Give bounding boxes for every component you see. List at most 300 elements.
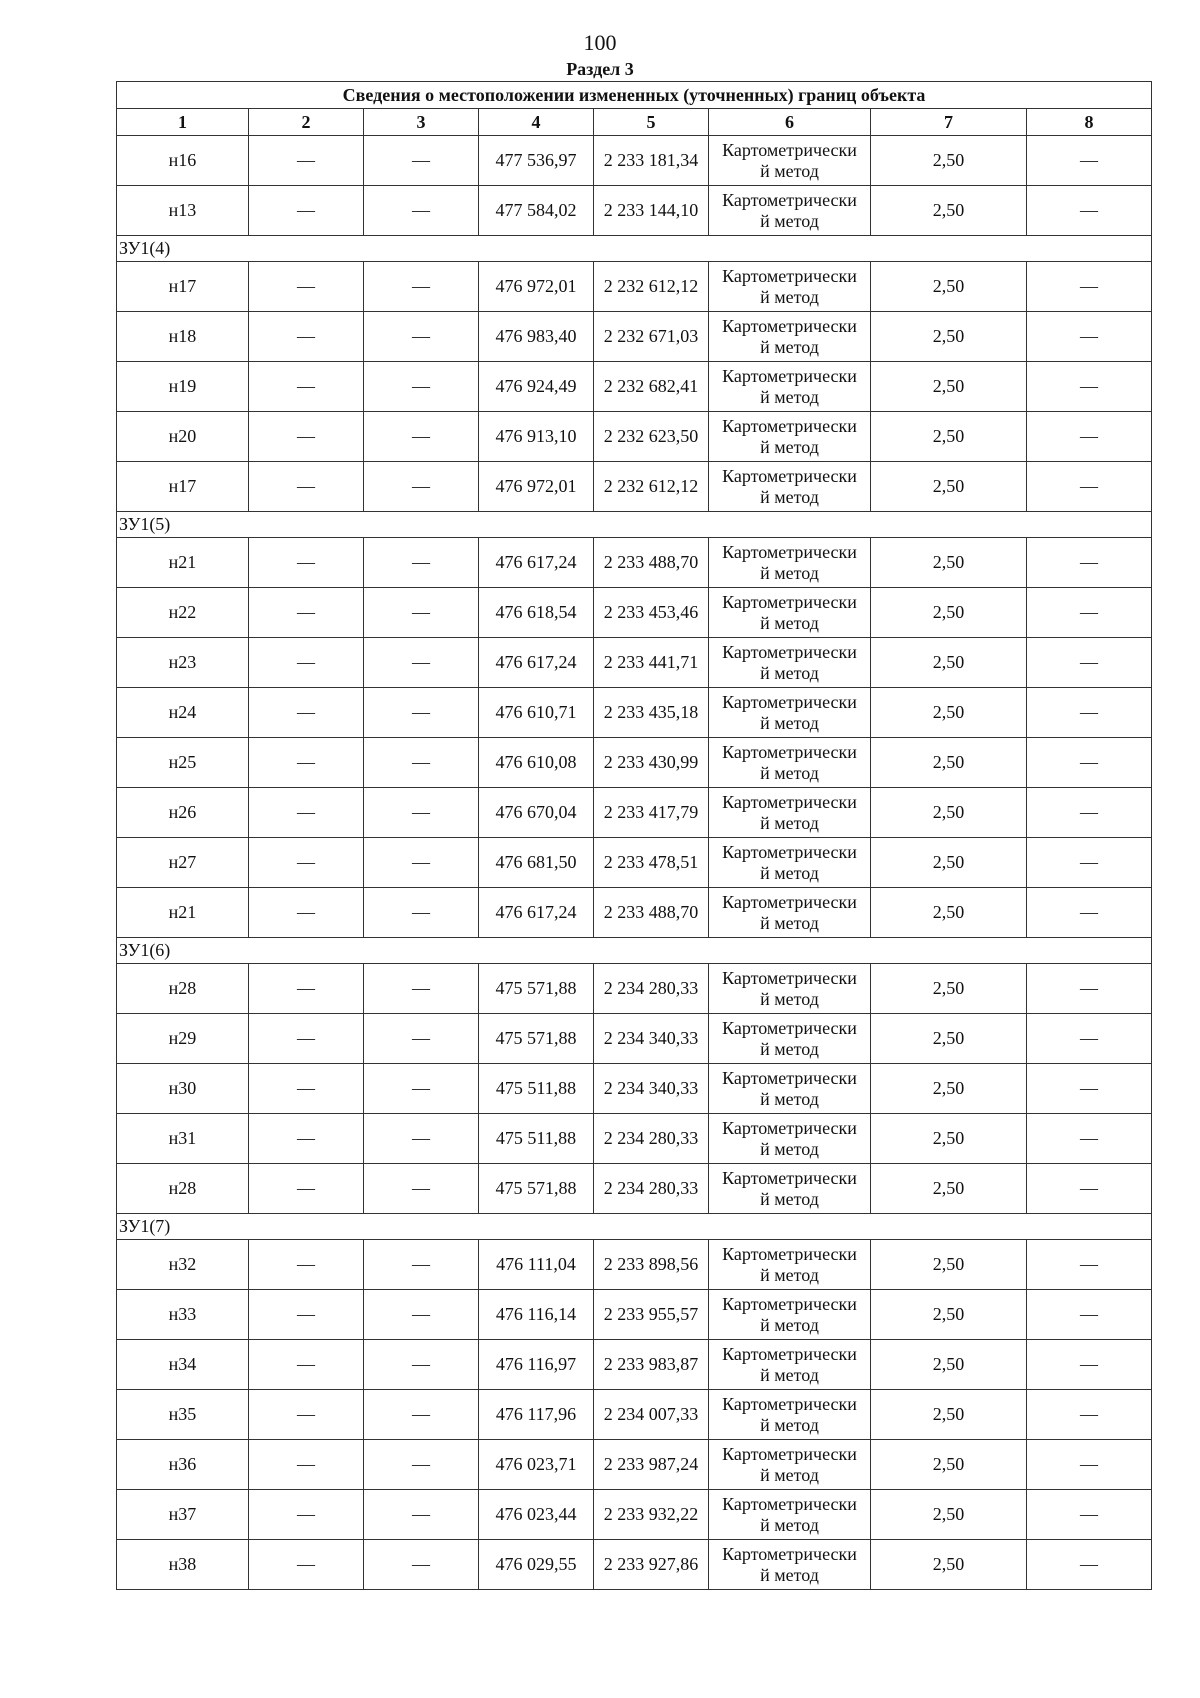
cell-col3: — — [364, 1014, 479, 1064]
cell-col3: — — [364, 838, 479, 888]
method-text: й метод — [760, 286, 819, 307]
method-text: й метод — [760, 160, 819, 181]
table-row — [117, 964, 1152, 1014]
point-label: н30 — [117, 1064, 249, 1114]
coord-y: 2 233 983,87 — [594, 1340, 709, 1390]
accuracy-value: 2,50 — [871, 1390, 1027, 1440]
cell-col8: — — [1027, 1440, 1152, 1490]
coord-y: 2 234 280,33 — [594, 1114, 709, 1164]
coord-y: 2 233 435,18 — [594, 688, 709, 738]
cell-col2: — — [249, 136, 364, 186]
point-label: н26 — [117, 788, 249, 838]
cell-col2: — — [249, 1390, 364, 1440]
table-row — [117, 1114, 1152, 1164]
method-cell — [709, 1064, 871, 1114]
method-text: Картометрически — [722, 841, 857, 862]
accuracy-value: 2,50 — [871, 888, 1027, 938]
cell-col8: — — [1027, 588, 1152, 638]
accuracy-value: 2,50 — [871, 186, 1027, 236]
method-text: Картометрически — [722, 541, 857, 562]
group-row — [117, 236, 1152, 262]
group-label: ЗУ1(5) — [117, 512, 1152, 538]
point-label: н38 — [117, 1540, 249, 1590]
accuracy-value: 2,50 — [871, 638, 1027, 688]
cell-col3: — — [364, 1540, 479, 1590]
method-cell — [709, 186, 871, 236]
accuracy-value: 2,50 — [871, 1114, 1027, 1164]
method-cell — [709, 1390, 871, 1440]
method-cell — [709, 738, 871, 788]
point-label: н21 — [117, 888, 249, 938]
method-text: Картометрически — [722, 365, 857, 386]
coord-x: 476 023,71 — [479, 1440, 594, 1490]
method-cell — [709, 538, 871, 588]
cell-col8: — — [1027, 1064, 1152, 1114]
accuracy-value: 2,50 — [871, 788, 1027, 838]
method-cell — [709, 1114, 871, 1164]
accuracy-value: 2,50 — [871, 262, 1027, 312]
cell-col3: — — [364, 588, 479, 638]
table-row — [117, 688, 1152, 738]
method-cell — [709, 412, 871, 462]
cell-col2: — — [249, 1014, 364, 1064]
method-text: й метод — [760, 1414, 819, 1435]
point-label: н36 — [117, 1440, 249, 1490]
cell-col8: — — [1027, 1164, 1152, 1214]
cell-col2: — — [249, 638, 364, 688]
coord-y: 2 233 932,22 — [594, 1490, 709, 1540]
method-cell — [709, 588, 871, 638]
column-number: 8 — [1027, 109, 1152, 136]
method-cell — [709, 1490, 871, 1540]
accuracy-value: 2,50 — [871, 1014, 1027, 1064]
table-row — [117, 888, 1152, 938]
accuracy-value: 2,50 — [871, 1240, 1027, 1290]
table-row — [117, 312, 1152, 362]
coord-x: 476 610,71 — [479, 688, 594, 738]
accuracy-value: 2,50 — [871, 964, 1027, 1014]
cell-col8: — — [1027, 738, 1152, 788]
cell-col2: — — [249, 1114, 364, 1164]
method-text: й метод — [760, 1564, 819, 1585]
method-cell — [709, 136, 871, 186]
coord-x: 476 617,24 — [479, 638, 594, 688]
method-text: й метод — [760, 1264, 819, 1285]
method-text: Картометрически — [722, 791, 857, 812]
accuracy-value: 2,50 — [871, 312, 1027, 362]
method-text: й метод — [760, 1464, 819, 1485]
cell-col8: — — [1027, 412, 1152, 462]
cell-col3: — — [364, 738, 479, 788]
method-text: й метод — [760, 762, 819, 783]
coord-y: 2 232 612,12 — [594, 462, 709, 512]
method-text: Картометрически — [722, 315, 857, 336]
method-text: Картометрически — [722, 891, 857, 912]
point-label: н19 — [117, 362, 249, 412]
point-label: н17 — [117, 462, 249, 512]
method-text: й метод — [760, 1138, 819, 1159]
method-text: й метод — [760, 1314, 819, 1335]
coord-x: 476 023,44 — [479, 1490, 594, 1540]
table-body — [117, 136, 1152, 1590]
table-row — [117, 1164, 1152, 1214]
accuracy-value: 2,50 — [871, 1340, 1027, 1390]
cell-col3: — — [364, 1290, 479, 1340]
method-text: Картометрически — [722, 1117, 857, 1138]
table-row — [117, 1340, 1152, 1390]
cell-col8: — — [1027, 888, 1152, 938]
coord-x: 475 571,88 — [479, 1164, 594, 1214]
method-text: й метод — [760, 712, 819, 733]
table-row — [117, 1490, 1152, 1540]
method-cell — [709, 1014, 871, 1064]
coord-y: 2 233 488,70 — [594, 888, 709, 938]
accuracy-value: 2,50 — [871, 1164, 1027, 1214]
method-text: й метод — [760, 336, 819, 357]
method-cell — [709, 462, 871, 512]
method-text: Картометрически — [722, 691, 857, 712]
table-row — [117, 1240, 1152, 1290]
method-text: й метод — [760, 436, 819, 457]
point-label: н31 — [117, 1114, 249, 1164]
method-text: Картометрически — [722, 1543, 857, 1564]
cell-col8: — — [1027, 1490, 1152, 1540]
method-text: Картометрически — [722, 1343, 857, 1364]
method-text: Картометрически — [722, 415, 857, 436]
method-cell — [709, 964, 871, 1014]
coord-x: 476 116,14 — [479, 1290, 594, 1340]
method-text: й метод — [760, 662, 819, 683]
coord-x: 476 610,08 — [479, 738, 594, 788]
section-title: Раздел 3 — [566, 59, 634, 79]
column-number: 2 — [249, 109, 364, 136]
accuracy-value: 2,50 — [871, 1064, 1027, 1114]
cell-col2: — — [249, 888, 364, 938]
method-text: й метод — [760, 612, 819, 633]
coord-x: 475 571,88 — [479, 1014, 594, 1064]
cell-col2: — — [249, 1340, 364, 1390]
method-text: Картометрически — [722, 741, 857, 762]
table-row — [117, 1440, 1152, 1490]
method-text: Картометрически — [722, 1017, 857, 1038]
cell-col2: — — [249, 312, 364, 362]
coord-y: 2 233 430,99 — [594, 738, 709, 788]
method-cell — [709, 1440, 871, 1490]
cell-col8: — — [1027, 186, 1152, 236]
cell-col2: — — [249, 1064, 364, 1114]
coord-y: 2 232 612,12 — [594, 262, 709, 312]
point-label: н24 — [117, 688, 249, 738]
method-text: Картометрически — [722, 1167, 857, 1188]
coord-y: 2 233 144,10 — [594, 186, 709, 236]
coord-x: 476 913,10 — [479, 412, 594, 462]
coord-y: 2 233 927,86 — [594, 1540, 709, 1590]
cell-col8: — — [1027, 1114, 1152, 1164]
method-text: Картометрически — [722, 1067, 857, 1088]
cell-col3: — — [364, 1164, 479, 1214]
cell-col3: — — [364, 262, 479, 312]
cell-col3: — — [364, 362, 479, 412]
cell-col2: — — [249, 462, 364, 512]
column-number: 5 — [594, 109, 709, 136]
accuracy-value: 2,50 — [871, 588, 1027, 638]
cell-col8: — — [1027, 1340, 1152, 1390]
coord-y: 2 234 340,33 — [594, 1014, 709, 1064]
table-row — [117, 1064, 1152, 1114]
column-number: 3 — [364, 109, 479, 136]
point-label: н18 — [117, 312, 249, 362]
coord-x: 476 983,40 — [479, 312, 594, 362]
method-cell — [709, 888, 871, 938]
point-label: н17 — [117, 262, 249, 312]
method-text: й метод — [760, 1038, 819, 1059]
point-label: н23 — [117, 638, 249, 688]
cell-col2: — — [249, 412, 364, 462]
method-text: й метод — [760, 386, 819, 407]
method-text: Картометрически — [722, 265, 857, 286]
cell-col2: — — [249, 738, 364, 788]
method-text: й метод — [760, 988, 819, 1009]
cell-col8: — — [1027, 1240, 1152, 1290]
point-label: н35 — [117, 1390, 249, 1440]
cell-col3: — — [364, 538, 479, 588]
coord-y: 2 233 987,24 — [594, 1440, 709, 1490]
column-number: 1 — [117, 109, 249, 136]
coord-y: 2 232 682,41 — [594, 362, 709, 412]
coord-x: 476 924,49 — [479, 362, 594, 412]
coord-y: 2 232 671,03 — [594, 312, 709, 362]
coord-y: 2 233 181,34 — [594, 136, 709, 186]
cell-col8: — — [1027, 136, 1152, 186]
accuracy-value: 2,50 — [871, 838, 1027, 888]
table-row — [117, 1540, 1152, 1590]
method-cell — [709, 1240, 871, 1290]
point-label: н33 — [117, 1290, 249, 1340]
column-number: 6 — [709, 109, 871, 136]
table-row — [117, 788, 1152, 838]
coord-x: 476 681,50 — [479, 838, 594, 888]
cell-col3: — — [364, 964, 479, 1014]
coord-x: 475 571,88 — [479, 964, 594, 1014]
coord-y: 2 233 478,51 — [594, 838, 709, 888]
column-number-row — [117, 109, 1152, 136]
cell-col8: — — [1027, 1290, 1152, 1340]
point-label: н37 — [117, 1490, 249, 1540]
coord-x: 475 511,88 — [479, 1064, 594, 1114]
coord-x: 477 584,02 — [479, 186, 594, 236]
coord-y: 2 233 453,46 — [594, 588, 709, 638]
method-cell — [709, 1340, 871, 1390]
point-label: н25 — [117, 738, 249, 788]
coord-x: 477 536,97 — [479, 136, 594, 186]
method-cell — [709, 788, 871, 838]
coord-x: 475 511,88 — [479, 1114, 594, 1164]
coord-x: 476 670,04 — [479, 788, 594, 838]
cell-col2: — — [249, 688, 364, 738]
method-cell — [709, 1290, 871, 1340]
coord-x: 476 617,24 — [479, 888, 594, 938]
coord-y: 2 234 280,33 — [594, 964, 709, 1014]
coord-y: 2 233 417,79 — [594, 788, 709, 838]
coord-y: 2 233 441,71 — [594, 638, 709, 688]
coord-x: 476 618,54 — [479, 588, 594, 638]
method-text: й метод — [760, 862, 819, 883]
accuracy-value: 2,50 — [871, 688, 1027, 738]
method-cell — [709, 312, 871, 362]
cell-col2: — — [249, 1490, 364, 1540]
table-row — [117, 362, 1152, 412]
coord-x: 476 972,01 — [479, 462, 594, 512]
point-label: н32 — [117, 1240, 249, 1290]
cell-col3: — — [364, 1114, 479, 1164]
table-row — [117, 1014, 1152, 1064]
cell-col8: — — [1027, 538, 1152, 588]
column-number: 7 — [871, 109, 1027, 136]
method-cell — [709, 262, 871, 312]
method-text: Картометрически — [722, 967, 857, 988]
cell-col2: — — [249, 788, 364, 838]
accuracy-value: 2,50 — [871, 1290, 1027, 1340]
cell-col3: — — [364, 312, 479, 362]
accuracy-value: 2,50 — [871, 362, 1027, 412]
cell-col2: — — [249, 262, 364, 312]
coord-y: 2 233 488,70 — [594, 538, 709, 588]
method-text: Картометрически — [722, 1243, 857, 1264]
coord-y: 2 234 280,33 — [594, 1164, 709, 1214]
cell-col2: — — [249, 362, 364, 412]
accuracy-value: 2,50 — [871, 738, 1027, 788]
method-text: й метод — [760, 1088, 819, 1109]
method-text: Картометрически — [722, 1393, 857, 1414]
table-caption: Сведения о местоположении измененных (уточненных) границ объекта — [117, 82, 1152, 109]
cell-col8: — — [1027, 788, 1152, 838]
group-row — [117, 938, 1152, 964]
accuracy-value: 2,50 — [871, 136, 1027, 186]
cell-col3: — — [364, 1340, 479, 1390]
group-label: ЗУ1(6) — [117, 938, 1152, 964]
cell-col3: — — [364, 638, 479, 688]
table-row — [117, 588, 1152, 638]
cell-col8: — — [1027, 638, 1152, 688]
method-text: Картометрически — [722, 189, 857, 210]
page-number: 100 — [583, 30, 617, 55]
cell-col2: — — [249, 1290, 364, 1340]
cell-col3: — — [364, 1240, 479, 1290]
coord-x: 476 117,96 — [479, 1390, 594, 1440]
point-label: н20 — [117, 412, 249, 462]
cell-col8: — — [1027, 312, 1152, 362]
method-cell — [709, 638, 871, 688]
point-label: н27 — [117, 838, 249, 888]
coord-y: 2 234 340,33 — [594, 1064, 709, 1114]
group-label: ЗУ1(7) — [117, 1214, 1152, 1240]
cell-col3: — — [364, 1490, 479, 1540]
table-row — [117, 186, 1152, 236]
method-cell — [709, 1164, 871, 1214]
coord-x: 476 972,01 — [479, 262, 594, 312]
method-text: й метод — [760, 486, 819, 507]
cell-col2: — — [249, 588, 364, 638]
cell-col3: — — [364, 888, 479, 938]
table-row — [117, 638, 1152, 688]
method-text: Картометрически — [722, 1493, 857, 1514]
cell-col2: — — [249, 964, 364, 1014]
cell-col8: — — [1027, 838, 1152, 888]
cell-col3: — — [364, 462, 479, 512]
method-cell — [709, 362, 871, 412]
cell-col2: — — [249, 1540, 364, 1590]
coord-x: 476 029,55 — [479, 1540, 594, 1590]
cell-col3: — — [364, 1390, 479, 1440]
cell-col2: — — [249, 186, 364, 236]
method-cell — [709, 1540, 871, 1590]
method-text: й метод — [760, 812, 819, 833]
cell-col8: — — [1027, 262, 1152, 312]
point-label: н28 — [117, 964, 249, 1014]
cell-col8: — — [1027, 1390, 1152, 1440]
accuracy-value: 2,50 — [871, 1490, 1027, 1540]
coord-y: 2 234 007,33 — [594, 1390, 709, 1440]
coord-y: 2 233 955,57 — [594, 1290, 709, 1340]
column-number: 4 — [479, 109, 594, 136]
table-row — [117, 838, 1152, 888]
cell-col2: — — [249, 838, 364, 888]
table-row — [117, 538, 1152, 588]
coord-x: 476 111,04 — [479, 1240, 594, 1290]
cell-col8: — — [1027, 362, 1152, 412]
boundary-coordinates-table — [116, 81, 1152, 1590]
method-text: Картометрически — [722, 139, 857, 160]
table-row — [117, 1390, 1152, 1440]
method-cell — [709, 688, 871, 738]
cell-col8: — — [1027, 688, 1152, 738]
cell-col2: — — [249, 1240, 364, 1290]
method-text: Картометрически — [722, 591, 857, 612]
table-row — [117, 262, 1152, 312]
method-text: й метод — [760, 210, 819, 231]
method-text: Картометрически — [722, 641, 857, 662]
point-label: н28 — [117, 1164, 249, 1214]
coord-y: 2 232 623,50 — [594, 412, 709, 462]
coord-x: 476 617,24 — [479, 538, 594, 588]
table-row — [117, 1290, 1152, 1340]
method-text: Картометрически — [722, 1443, 857, 1464]
table-row — [117, 412, 1152, 462]
method-text: Картометрически — [722, 1293, 857, 1314]
accuracy-value: 2,50 — [871, 538, 1027, 588]
table-row — [117, 738, 1152, 788]
method-text: й метод — [760, 912, 819, 933]
cell-col8: — — [1027, 1540, 1152, 1590]
cell-col2: — — [249, 1164, 364, 1214]
method-cell — [709, 838, 871, 888]
accuracy-value: 2,50 — [871, 1540, 1027, 1590]
point-label: н13 — [117, 186, 249, 236]
point-label: н29 — [117, 1014, 249, 1064]
cell-col8: — — [1027, 462, 1152, 512]
cell-col2: — — [249, 1440, 364, 1490]
cell-col3: — — [364, 186, 479, 236]
group-row — [117, 512, 1152, 538]
coord-y: 2 233 898,56 — [594, 1240, 709, 1290]
method-text: й метод — [760, 1364, 819, 1385]
cell-col3: — — [364, 688, 479, 738]
table-caption-row — [117, 82, 1152, 109]
point-label: н16 — [117, 136, 249, 186]
table-row — [117, 136, 1152, 186]
cell-col3: — — [364, 412, 479, 462]
cell-col8: — — [1027, 1014, 1152, 1064]
